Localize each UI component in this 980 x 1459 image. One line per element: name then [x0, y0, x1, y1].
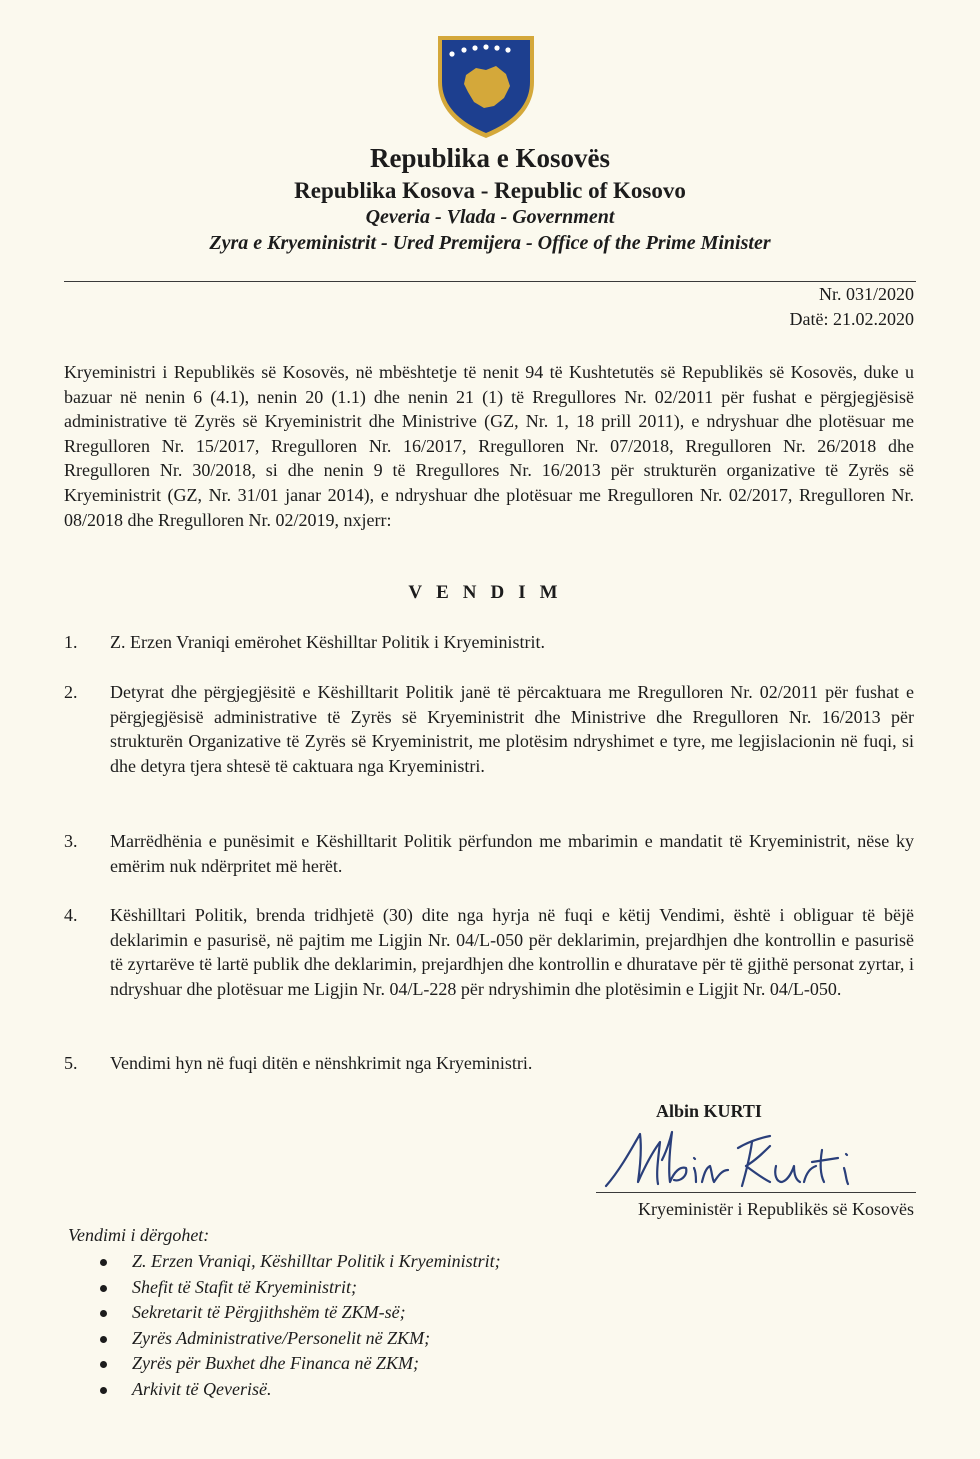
decision-title: VENDIM [408, 582, 572, 603]
reference-number: Nr. 031/2020 [818, 284, 914, 304]
distribution-title: Vendimi i dërgohet: [68, 1225, 210, 1245]
header-divider [64, 281, 916, 282]
signature-line [596, 1192, 916, 1193]
reference-date: Datë: 21.02.2020 [789, 309, 914, 329]
recipient-text: Sekretarit të Përgjithshëm të ZKM-së; [132, 1302, 406, 1323]
list-item [100, 1351, 501, 1377]
header-subtitle: Republika Kosova - Republic of Kosovo [294, 178, 686, 203]
bullet-icon [100, 1361, 107, 1368]
item-text: Vendimi hyn në fuqi ditën e nënshkrimit nga Kryeministri. [110, 1053, 533, 1073]
decision-item [64, 1051, 914, 1076]
bullet-icon [100, 1285, 107, 1292]
coat-of-arms-icon [430, 30, 542, 142]
handwritten-signature [600, 1120, 870, 1200]
item-text: Z. Erzen Vraniqi emërohet Këshilltar Politik i Kryeministrit. [110, 632, 545, 652]
signer-title: Kryeministër i Republikës së Kosovës [638, 1199, 914, 1219]
item-number: 1. [64, 632, 78, 652]
list-item [100, 1300, 501, 1326]
bullet-icon [100, 1387, 107, 1394]
item-text: Marrëdhënia e punësimit e Këshilltarit Politik përfundon me mbarimin e mandatit të Kryeministrit, nëse ky emërim nuk ndërpritet më herët. [110, 831, 914, 876]
signer-name: Albin KURTI [656, 1101, 762, 1121]
recipient-text: Shefit të Stafit të Kryeministrit; [132, 1276, 357, 1297]
intro-paragraph: Kryeministri i Republikës së Kosovës, në mbështetje të nenit 94 të Kushtetutës së Republikës së Kosovës, duke u bazuar në nenin 6 (4.1), nenin 20 (1.1) dhe nenin 21 (1) të Rregullores Nr. 02/2011 për fushat e përgjegjësisë administrative të Zyrës së Kryeministrit dhe Ministrive (GZ, Nr. 1, 18 prill 2011), e ndryshuar dhe plotësuar me Rregulloren Nr. 15/2017, Rregulloren Nr. 16/2017, Rregulloren Nr. 07/2018, Rregulloren Nr. 26/2018 dhe Rregulloren Nr. 30/2018, si dhe nenin 9 të Rregullores Nr. 16/2013 për strukturën organizative të Zyrës së Kryeministrit (GZ, Nr. 31/01 janar 2014), e ndryshuar dhe plotësuar me Rregulloren Nr. 02/2017, Rregulloren Nr. 08/2018 dhe Rregulloren Nr. 02/2019, nxjerr: [64, 362, 914, 530]
item-number: 3. [64, 831, 78, 851]
recipient-text: Z. Erzen Vraniqi, Këshilltar Politik i Kryeministrit; [132, 1251, 501, 1271]
header-title: Republika e Kosovës [369, 143, 611, 173]
header-government: Qeveria - Vlada - Government [365, 206, 615, 228]
decision-item [64, 903, 914, 1001]
list-item [100, 1249, 501, 1275]
list-item [100, 1377, 501, 1403]
distribution-list [100, 1249, 501, 1403]
item-number: 2. [64, 682, 78, 702]
item-number: 5. [64, 1053, 78, 1073]
decision-item [64, 630, 914, 655]
list-item [100, 1275, 501, 1301]
bullet-icon [100, 1259, 107, 1266]
list-item [100, 1326, 501, 1352]
recipient-text: Zyrës Administrative/Personelit në ZKM; [132, 1327, 431, 1348]
decision-item [64, 829, 914, 878]
item-text: Këshilltari Politik, brenda tridhjetë (30) dite nga hyrja në fuqi e këtij Vendimi, është i obliguar të bëjë deklarimin e pasurisë, në pajtim me Ligjin Nr. 04/L-050 për deklarimin, prejardhjen dhe kontrollin e pasurisë të zyrtarëve të lartë publik dhe deklarimin, prejardhjen dhe kontrollin e dhuratave për të gjithë personat zyrtar, i ndryshuar dhe plotësuar me Ligjin Nr. 04/L-228 për ndryshimin dhe plotësimin e Ligjit Nr. 04/L-050. [110, 905, 914, 999]
bullet-icon [100, 1310, 107, 1317]
item-text: Detyrat dhe përgjegjësitë e Këshilltarit Politik janë të përcaktuara me Rregulloren Nr. 02/2011 për fushat e përgjegjësisë administrative të Zyrës së Kryeministrit dhe Ministrive dhe Rregulloren Nr. 16/2013 për strukturën Organizative të Zyrës së Kryeministrit, me plotësim ndryshimet e tyre, me legjislacionin në fuqi, si dhe detyra tjera shtesë të caktuara nga Kryeministri. [110, 682, 914, 776]
recipient-text: Zyrës për Buxhet dhe Financa në ZKM; [132, 1353, 419, 1374]
decision-item [64, 680, 914, 778]
bullet-icon [100, 1336, 107, 1343]
header-office: Zyra e Kryeministrit - Ured Premijera - Office of the Prime Minister [209, 232, 771, 254]
recipient-text: Arkivit të Qeverisë. [132, 1378, 272, 1399]
item-number: 4. [64, 905, 78, 925]
